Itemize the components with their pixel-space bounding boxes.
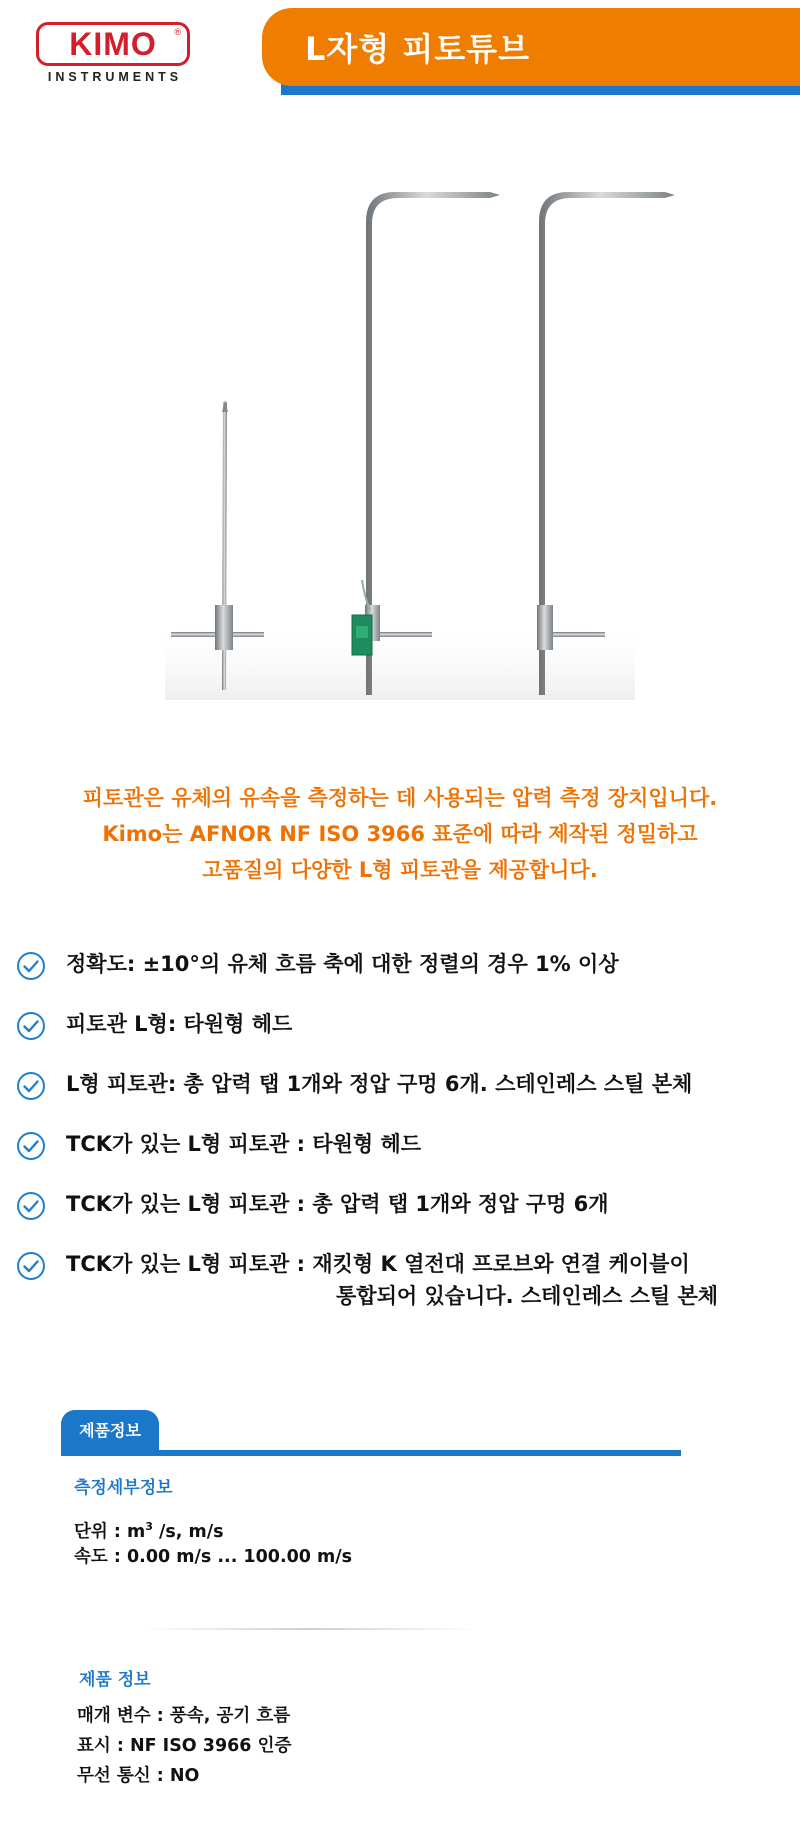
unit-superscript: 3	[145, 1520, 153, 1533]
display-spec: 표시 : NF ISO 3966 인증	[77, 1736, 292, 1756]
measure-details-title: 측정세부정보	[74, 1478, 173, 1498]
l-pitot-tube-tck	[352, 192, 500, 695]
speed-spec: 속도 : 0.00 m/s ... 100.00 m/s	[74, 1547, 353, 1567]
product-details-title: 제품 정보	[79, 1670, 151, 1690]
logo-tagline: INSTRUMENTS	[47, 70, 183, 84]
pitot-tubes-image	[0, 150, 800, 710]
unit-m: m	[127, 1521, 146, 1542]
feature-item	[16, 948, 796, 981]
kimo-logo	[36, 22, 190, 66]
page-title: L자형 피토튜브	[305, 30, 531, 68]
feature-list	[16, 948, 796, 1339]
feature-item	[16, 1128, 796, 1161]
feature-text-continued: 통합되어 있습니다. 스테인레스 스틸 본체	[336, 1284, 719, 1308]
intro-line-3: 고품질의 다양한 L형 피토관을 제공합니다.	[202, 858, 598, 882]
intro-line-2: Kimo는 AFNOR NF ISO 3966 표준에 따라 제작된 정밀하고	[102, 822, 698, 846]
check-circle-icon	[16, 1011, 46, 1041]
intro-line-1: 피토관은 유체의 유속을 측정하는 데 사용되는 압력 측정 장치입니다.	[82, 786, 718, 810]
intro-text	[0, 780, 800, 888]
feature-text: TCK가 있는 L형 피토관 : 타원형 헤드	[66, 1132, 422, 1156]
product-info-underline	[61, 1450, 681, 1456]
wireless-spec: 무선 통신 : NO	[77, 1766, 200, 1786]
feature-item	[16, 1188, 796, 1221]
feature-text-block	[66, 1248, 718, 1312]
feature-item	[16, 1008, 796, 1041]
check-circle-icon	[16, 951, 46, 981]
feature-item	[16, 1248, 796, 1312]
section-divider	[140, 1628, 480, 1630]
feature-text: 피토관 L형: 타원형 헤드	[66, 1012, 293, 1036]
check-circle-icon	[16, 1071, 46, 1101]
feature-text: L형 피토관: 총 압력 탭 1개와 정압 구멍 6개. 스테인레스 스틸 본체	[66, 1072, 693, 1096]
check-circle-icon	[16, 1251, 46, 1281]
check-circle-icon	[16, 1191, 46, 1221]
feature-text: 정확도: ±10°의 유체 흐름 축에 대한 정렬의 경우 1% 이상	[66, 952, 619, 976]
l-pitot-tube	[537, 192, 675, 695]
registered-mark: ®	[174, 27, 181, 37]
feature-item	[16, 1068, 796, 1101]
product-info-tab-label: 제품정보	[79, 1421, 141, 1440]
feature-text: TCK가 있는 L형 피토관 : 재킷형 K 열전대 프로브와 연결 케이블이	[66, 1252, 690, 1276]
parameter-spec: 매개 변수 : 풍속, 공기 흐름	[77, 1706, 291, 1726]
unit-rest: /s, m/s	[159, 1521, 224, 1542]
feature-text: TCK가 있는 L형 피토관 : 총 압력 탭 1개와 정압 구멍 6개	[66, 1192, 609, 1216]
check-circle-icon	[16, 1131, 46, 1161]
logo-wordmark: KIMO	[69, 26, 157, 62]
unit-label: 단위 :	[74, 1521, 121, 1542]
